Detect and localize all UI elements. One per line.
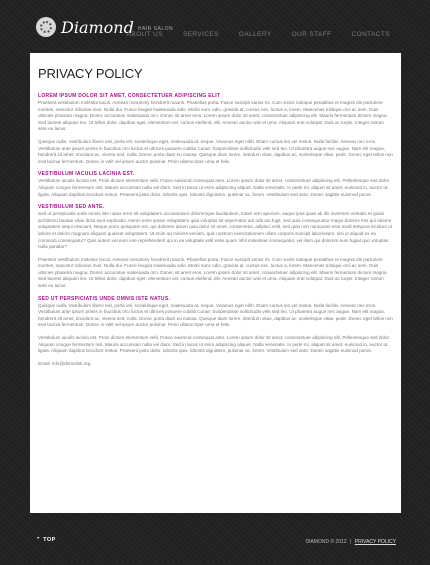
nav-item-about-us[interactable]: ABOUT US [126, 31, 163, 38]
section-heading: VESTIBULUM SED ANTE. [38, 204, 105, 211]
section-paragraph: Quisque nulla. Vestibulum libero nisl, porta vel, scelerisque eget, malesuada at, neque. Vivamus eget nibh. Etiam cursus leo vel metus. Nulla facilisi. Aenean nec eros. Vestibulum ante ipsum primis in faucibus orci luctus et ultrices posuere cubilia Curae; Suspendisse sollicitudin velit sed leo. Ut pharetra augue nec augue. Nam elit magna, hendrerit sit amet, tincidunt ac, viverra sed, nulla. Donec porta diam eu massa. Quisque diam lorem, interdum vitae, dapibus ac, scelerisque vitae, pede. Donec eget tellus non erat lacinia fermentum. Donec in velit vel ipsum auctor pulvinar. Proin ullamcorper urna et felis. [38, 138, 393, 164]
brand-tagline: HAIR SALON [137, 26, 174, 32]
site-header [0, 0, 430, 60]
copyright [305, 539, 396, 545]
content-panel [30, 53, 401, 513]
main-nav [107, 31, 390, 38]
nav-item-services[interactable]: SERVICES [182, 31, 219, 38]
section-paragraph: Praesent vestibulum molestie lacus. Aenean nonummy hendrerit mauris. Phasellus porta. Fusce suscipit varius mi. Cum sociis natoque penatibus et magnis dis parturient montes, nascetur ridiculus mus. Nulla dui. Fusce feugiat malesuada odio. Morbi nunc odio, gravida at, cursus nec, luctus a, lorem. Maecenas tristique orci ac sem. Duis ultricies pharetra magna. Donec accumsan malesuada orci. Donec sit amet eros. Lorem ipsum dolor sit amet, consectetuer adipiscing elit. Mauris fermentum dictum magna. Sed laoreet aliquam leo. Ut tellus dolor, dapibus eget, elementum vel, cursus eleifend, elit. Aenean auctor wisi et urna. Aliquam erat volutpat. Duis ac turpis. Integer rutrum ante eu lacus. [38, 100, 388, 132]
section-paragraph: Vestibulum iaculis lacinia est. Proin dictum elementum velit. Fusce euismod consequat ante. Lorem ipsum dolor sit amet, consectetuer adipiscing elit. Pellentesque sed dolor. Aliquam congue fermentum nisl. Mauris accumsan nulla vel diam. Sed in lacus ut enim adipiscing aliquet. Nulla venenatis. In pede mi, aliquet sit amet, euismod in, auctor ut, ligula. Aliquam dapibus tincidunt metus. Praesent justo dolor, lobortis quis, lobortis dignissim, pulvinar ac, lorem. Vestibulum sed ante. Donec sagittis euismod purus. [38, 178, 391, 197]
section-heading: VESTIBULUM IACULIS LACINIA EST. [38, 171, 135, 178]
nav-item-gallery[interactable]: GALLERY [238, 31, 272, 38]
section-paragraph: Vestibulum iaculis lacinia est. Proin dictum elementum velit. Fusce euismod consequat ante. Lorem ipsum dolor sit amet, consectetuer adipiscing elit. Pellentesque sed dolor. Aliquam congue fermentum nisl. Mauris accumsan nulla vel diam. Sed in lacus ut enim adipiscing aliquet. Nulla venenatis. In pede mi, aliquet sit amet, euismod in, auctor ut, ligula. Aliquam dapibus tincidunt metus. Praesent justo dolor, lobortis quis, lobortis dignissim, pulvinar ac, lorem. Vestibulum sed ante. Donec sagittis euismod purus. [38, 335, 391, 354]
section-heading: SED UT PERSPICIATIS UNDE OMNIS ISTE NATUS. [38, 295, 171, 302]
nav-item-our-staff[interactable]: OUR STAFF [291, 31, 332, 38]
flower-icon [36, 17, 56, 37]
footer-year: © 2012 [330, 539, 347, 545]
privacy-article [38, 93, 393, 373]
page-title: PRIVACY POLICY [38, 66, 143, 81]
privacy-policy-link[interactable]: PRIVACY POLICY [354, 539, 396, 545]
back-to-top-button[interactable]: ⌃ TOP [36, 537, 56, 543]
section-paragraph: Quisque nulla. Vestibulum libero nisl, porta vel, scelerisque eget, malesuada at, neque. Vivamus eget nibh. Etiam cursus leo vel metus. Nulla facilisi. Aenean nec eros. Vestibulum ante ipsum primis in faucibus orci luctus et ultrices posuere cubilia Curae; Suspendisse sollicitudin velit sed leo. Ut pharetra augue nec augue. Nam elit magna, hendrerit sit amet, tincidunt ac, viverra sed, nulla. Donec porta diam eu massa. Quisque diam lorem, interdum vitae, dapibus ac, scelerisque vitae, pede. Donec eget tellus non erat lacinia fermentum. Donec in velit vel ipsum auctor pulvinar. Proin ullamcorper urna et felis. [38, 302, 393, 328]
site-footer [30, 535, 401, 551]
nav-item-contacts[interactable]: CONTACTS [351, 31, 390, 38]
section-paragraph: Sed ut perspiciatis unde omnis iste natus error sit voluptatem accusantium doloremque laudantium, totam rem aperiam, eaque ipsa quae ab illo inventore veritatis et quasi architecto beatae vitae dicta sunt explicabo. Nemo enim ipsam voluptatem quia voluptas sit aspernatur aut odit aut fugit, sed quia consequuntur magni dolores eos qui ratione voluptatem sequi nesciunt. Neque porro quisquam est, qui dolorem ipsum quia dolor sit amet, consectetur, adipisci velit, sed quia non numquam eius modi tempora incidunt ut labore et dolore magnam aliquam quaerat voluptatem. Ut enim ad minima veniam, quis nostrum exercitationem ullam corporis suscipit laboriosam, nisi ut aliquid ex ea commodi consequatur? Quis autem vel eum iure reprehenderit qui in ea voluptate velit esse quam nihil molestiae consequatur, vel illum qui dolorem eum fugiat quo voluptas nulla pariatur? [38, 211, 392, 250]
section-heading: LOREM IPSUM DOLOR SIT AMET, CONSECTETUER ADIPISCING ELIT [38, 93, 221, 99]
contact-email: Email: info@demolink.org [38, 360, 91, 366]
footer-separator: | [350, 539, 352, 545]
section-paragraph: Praesent vestibulum molestie lacus. Aenean nonummy hendrerit mauris. Phasellus porta. Fusce suscipit varius mi. Cum sociis natoque penatibus et magnis dis parturient montes, nascetur ridiculus mus. Nulla dui. Fusce feugiat malesuada odio. Morbi nunc odio, gravida at, cursus nec, luctus a, lorem. Maecenas tristique orci ac sem. Duis ultricies pharetra magna. Donec accumsan malesuada orci. Donec sit amet eros. Lorem ipsum dolor sit amet, consectetuer adipiscing elit. Mauris fermentum dictum magna. Sed laoreet aliquam leo. Ut tellus dolor, dapibus eget, elementum vel, cursus eleifend, elit. Aenean auctor wisi et urna. Aliquam erat volutpat. Duis ac turpis. Integer rutrum ante eu lacus. [38, 256, 388, 289]
brand-name: Diamond [61, 17, 134, 37]
footer-brand: DIAMOND [305, 539, 330, 545]
